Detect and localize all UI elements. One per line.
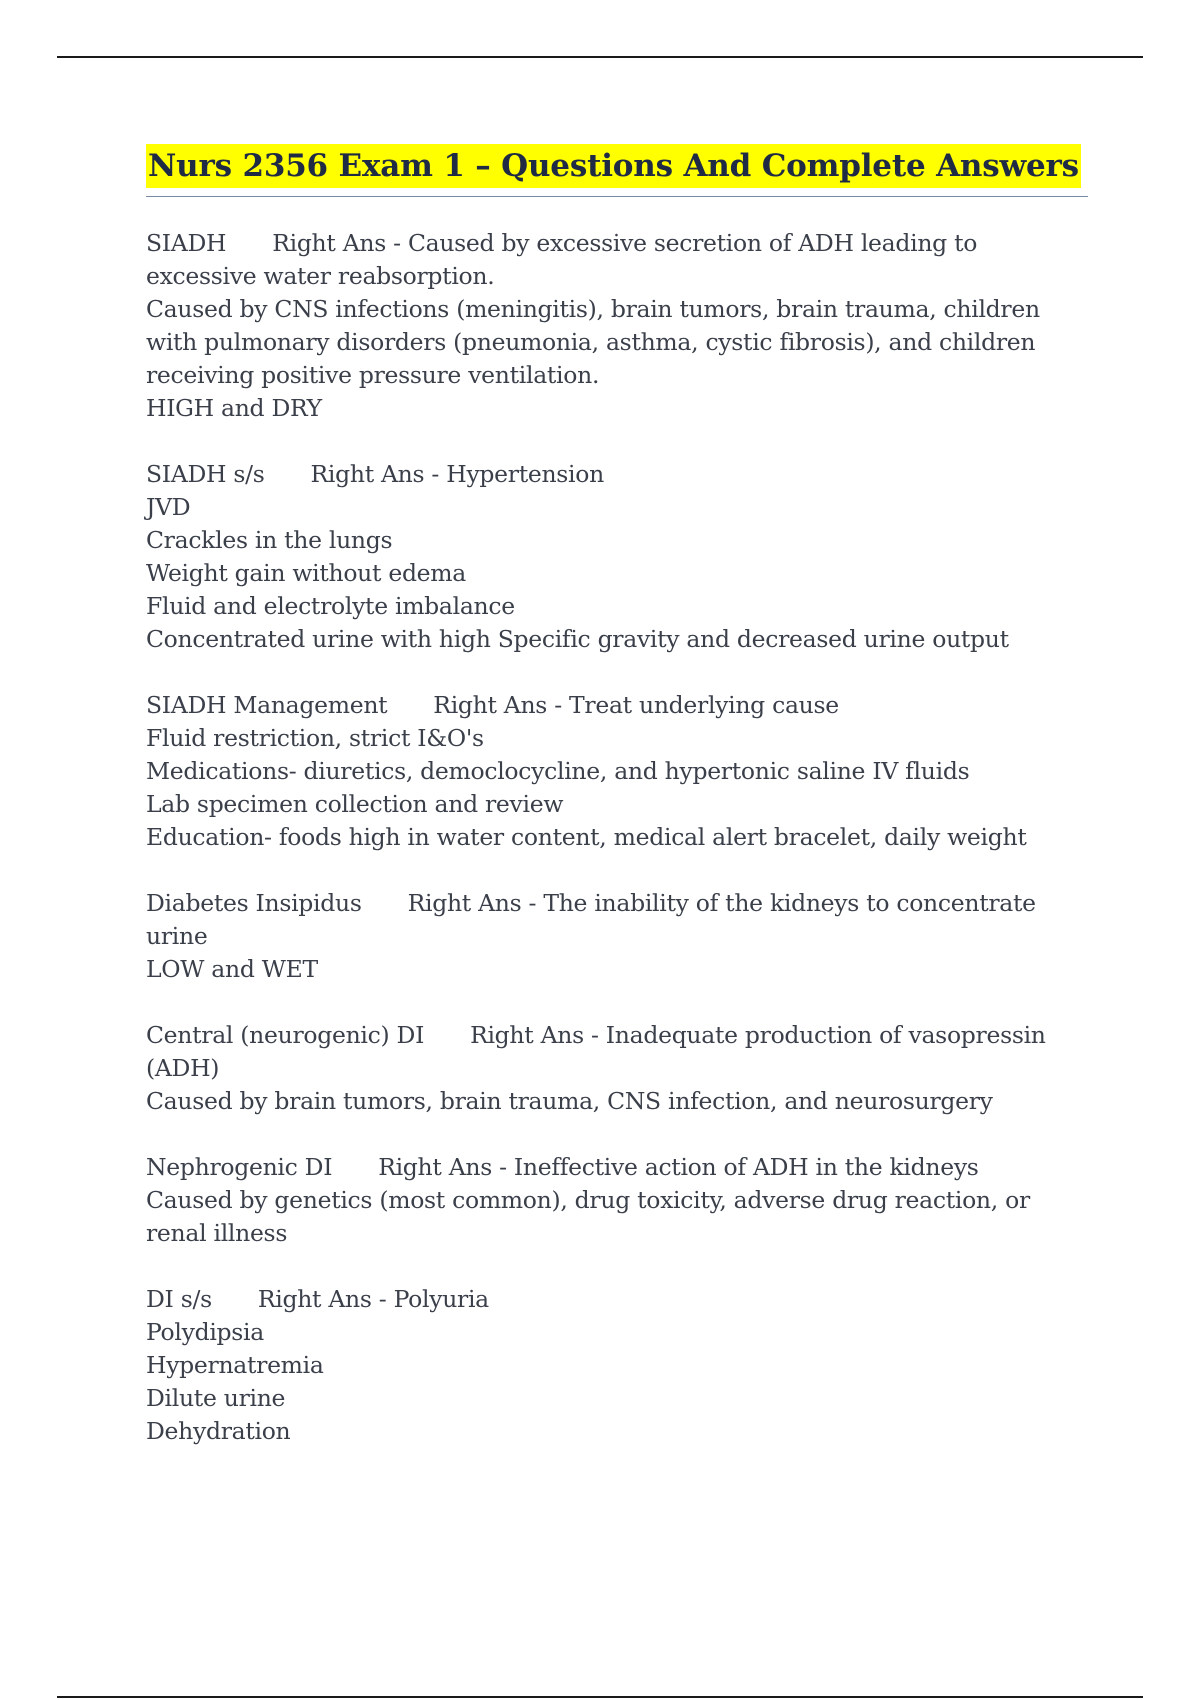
entry-line: Caused by brain tumors, brain trauma, CNS infection, and neurosurgery [146,1087,993,1115]
entry-line: Weight gain without edema [146,559,466,587]
entry-answer: Right Ans - Hypertension [310,460,604,488]
entry-first-line [146,887,1086,953]
entry-line: Education- foods high in water content, medical alert bracelet, daily weight [146,823,1027,851]
entry-line: Caused by genetics (most common), drug toxicity, adverse drug reaction, or renal illness [146,1186,1030,1247]
entry-term: Diabetes Insipidus [146,889,362,917]
entry-term: SIADH s/s [146,460,265,488]
entry-di-signs [146,1283,1086,1448]
entry-line: Medications- diuretics, democlocycline, and hypertonic saline IV fluids [146,757,970,785]
entry-term: Central (neurogenic) DI [146,1021,425,1049]
entry-line: Fluid and electrolyte imbalance [146,592,515,620]
entry-central-di [146,1019,1086,1118]
entry-term: SIADH [146,229,227,257]
document-title: Nurs 2356 Exam 1 – Questions And Complete Answers [146,144,1081,188]
entry-answer: Right Ans - Polyuria [257,1285,489,1313]
entry-term: DI s/s [146,1285,212,1313]
entry-line: Caused by CNS infections (meningitis), brain tumors, brain trauma, children with pulmonary disorders (pneumonia, asthma, cystic fibrosis), and children receiving positive pressure ventilation. [146,295,1040,389]
entry-line: Dehydration [146,1417,291,1445]
entry-siadh-signs [146,458,1086,656]
entry-first-line [146,1151,1086,1184]
entry-siadh [146,227,1086,425]
entry-line: JVD [146,493,191,521]
entry-line: Dilute urine [146,1384,286,1412]
entry-line: HIGH and DRY [146,394,322,422]
entry-first-line [146,458,1086,491]
entry-term: SIADH Management [146,691,388,719]
document-body [146,144,1086,1481]
entry-first-line [146,227,1086,293]
entry-line: Lab specimen collection and review [146,790,564,818]
entry-diabetes-insipidus [146,887,1086,986]
entry-answer: Right Ans - Ineffective action of ADH in the kidneys [378,1153,979,1181]
entry-first-line [146,689,1086,722]
entry-nephrogenic-di [146,1151,1086,1250]
entry-answer: Right Ans - Caused by excessive secretion of ADH leading to excessive water reabsorption. [146,229,978,290]
entry-line: LOW and WET [146,955,318,983]
entry-answer: Right Ans - Inadequate production of vasopressin (ADH) [146,1021,1046,1082]
top-rule [57,56,1143,58]
entry-siadh-management [146,689,1086,854]
entry-first-line [146,1283,1086,1316]
entry-answer: Right Ans - The inability of the kidneys to concentrate urine [146,889,1036,950]
bottom-rule [57,1696,1143,1698]
entry-term: Nephrogenic DI [146,1153,333,1181]
entry-line: Crackles in the lungs [146,526,393,554]
entry-line: Concentrated urine with high Specific gravity and decreased urine output [146,625,1009,653]
entry-line: Fluid restriction, strict I&O's [146,724,484,752]
title-underline [146,144,1088,197]
entry-answer: Right Ans - Treat underlying cause [433,691,839,719]
entry-first-line [146,1019,1086,1085]
entry-line: Polydipsia [146,1318,264,1346]
entry-line: Hypernatremia [146,1351,324,1379]
